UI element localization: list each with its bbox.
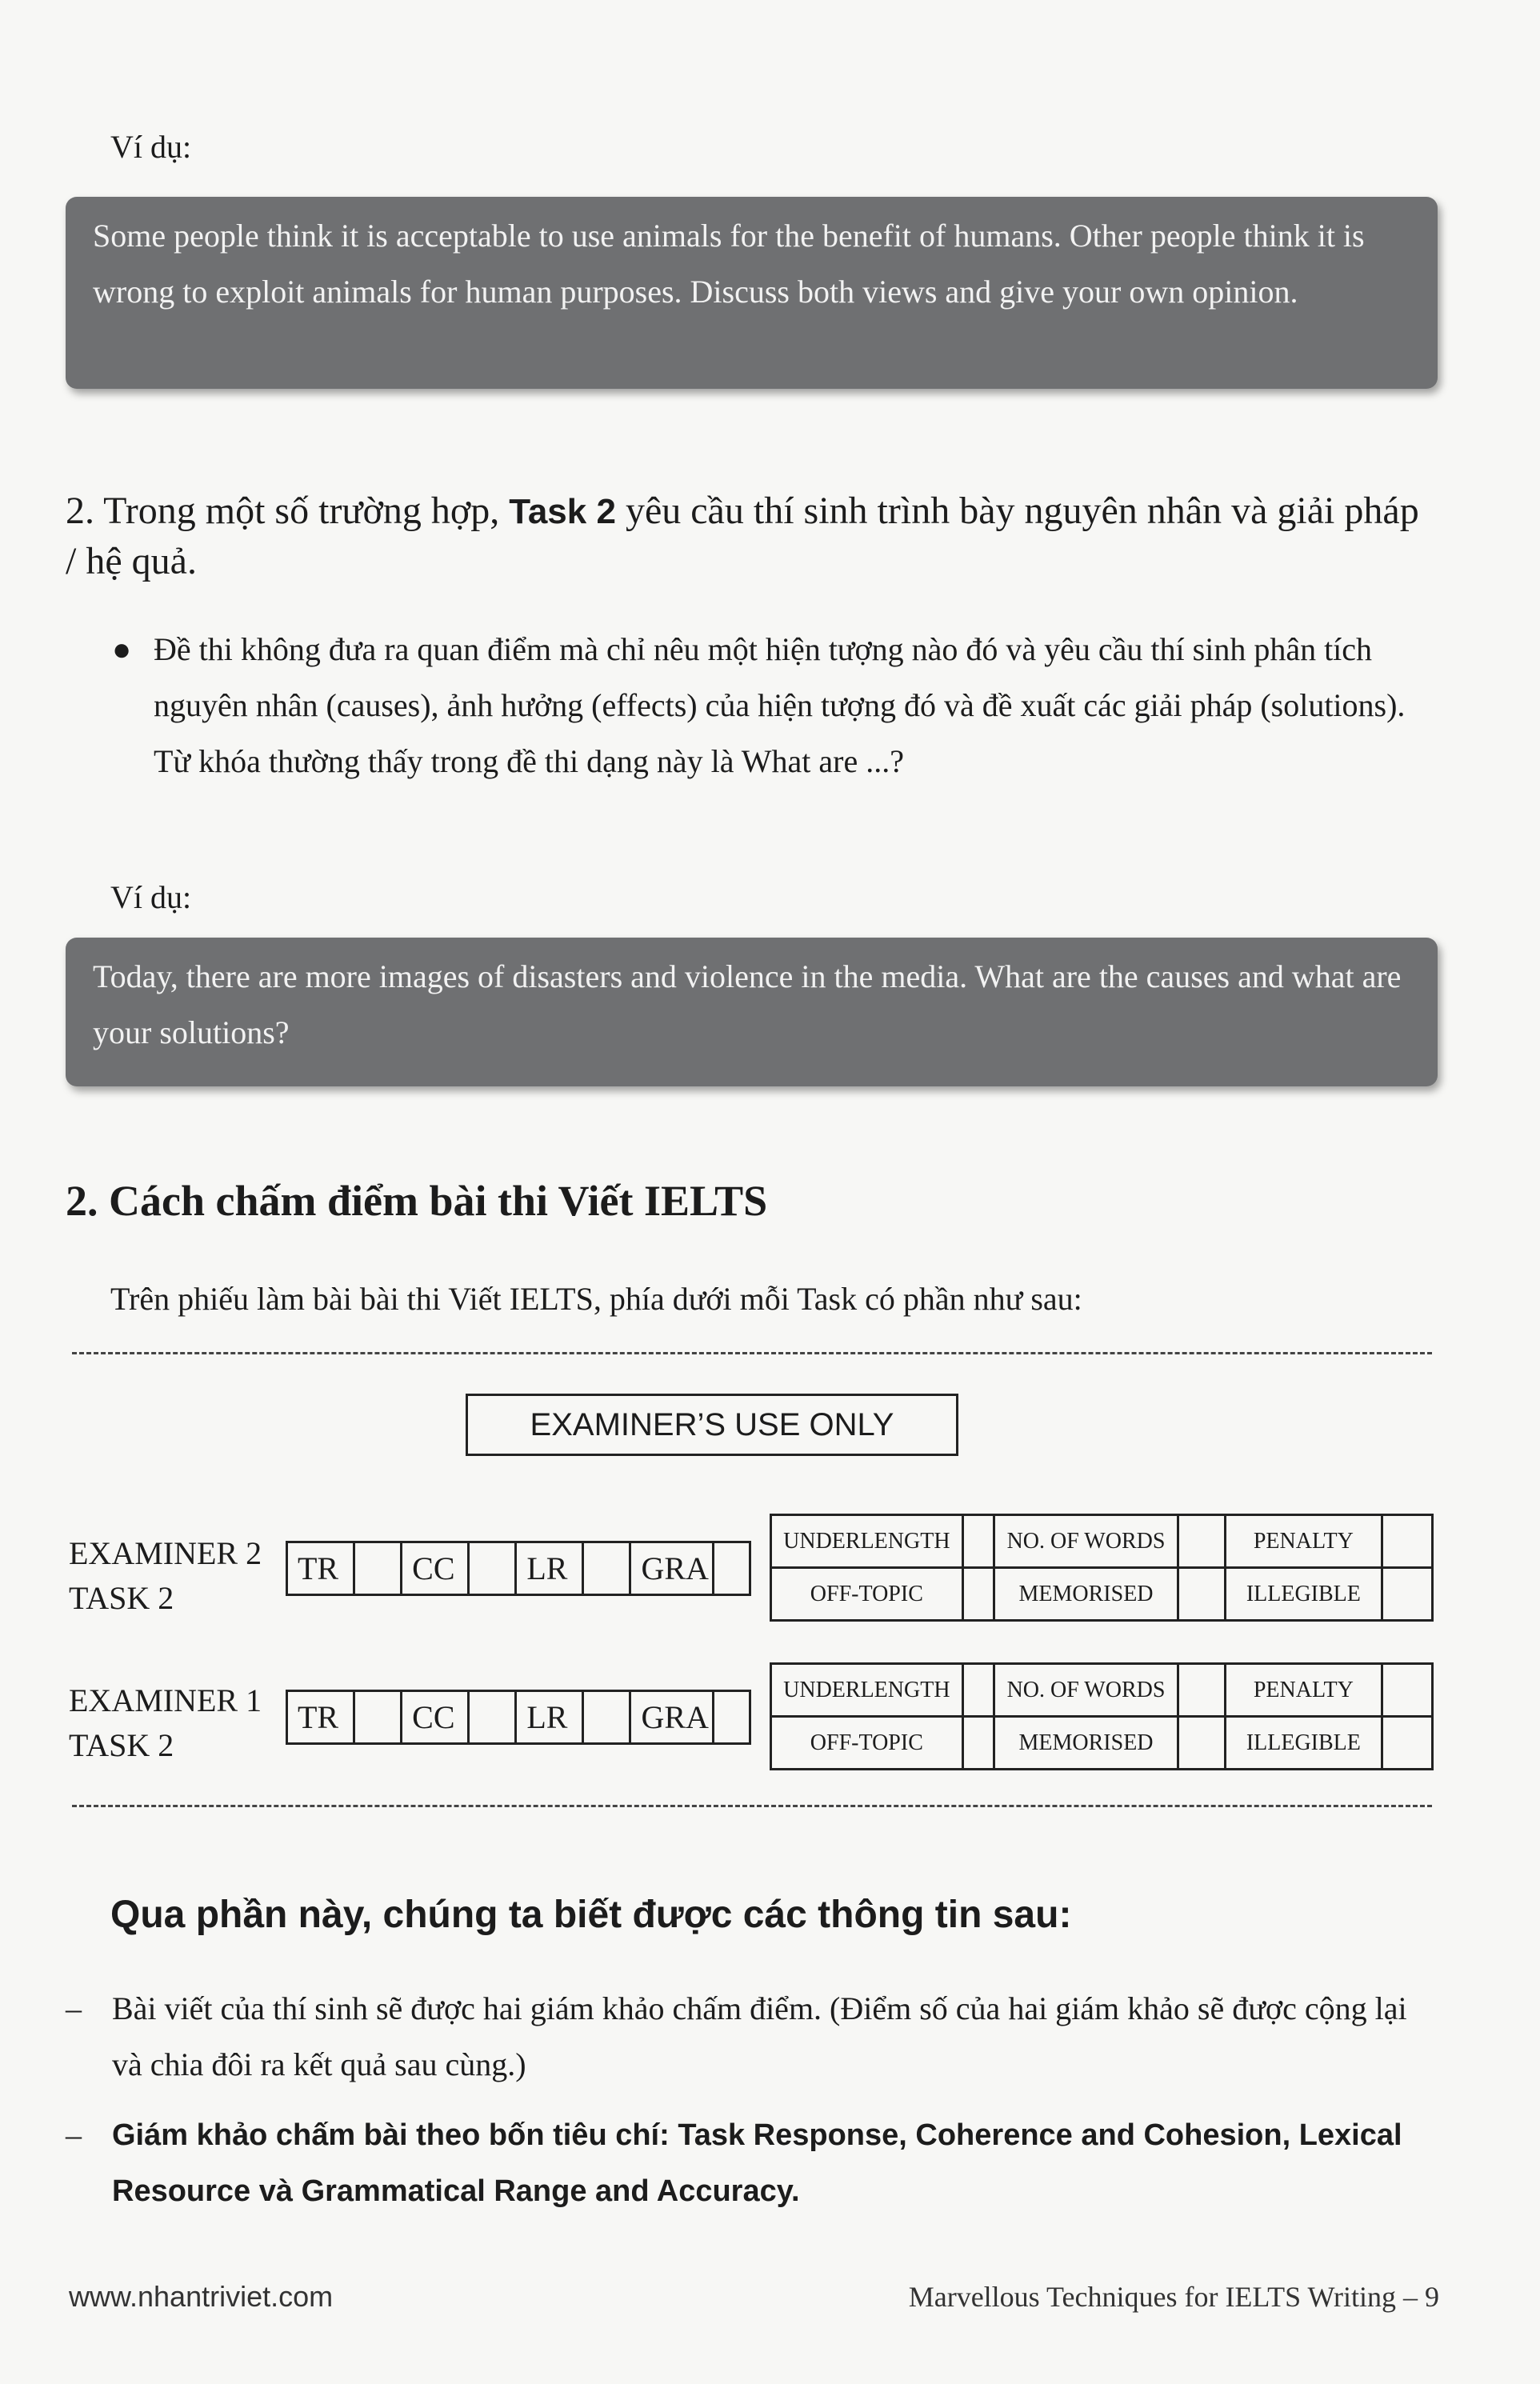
bullet-dot-icon: ● [112,631,132,667]
marks-table [770,1662,1434,1770]
score-box[interactable] [354,1542,401,1595]
marks-table [770,1514,1434,1622]
mark-box[interactable] [962,1568,994,1621]
list-item [66,2107,1438,2219]
mark-label: NO. OF WORDS [994,1515,1178,1568]
score-box[interactable] [354,1691,401,1744]
list-item-text: Giám khảo chấm bài theo bốn tiêu chí: Task Response, Coherence and Cohesion, Lexical Resource và Grammatical Range and Accuracy. [112,2118,1402,2208]
criterion-lr: LR [516,1542,583,1595]
mark-label: OFF-TOPIC [771,1717,963,1770]
dashed-divider [72,1805,1432,1807]
mark-label: UNDERLENGTH [771,1664,963,1717]
score-box[interactable] [583,1691,630,1744]
point-text-rest: yêu cầu thí sinh trình bày nguyên nhân và giải pháp / hệ quả. [66,490,1419,582]
point-2-heading [66,486,1438,586]
score-box[interactable] [714,1691,750,1744]
examiner-label [69,1678,262,1768]
summary-heading: Qua phần này, chúng ta biết được các thông tin sau: [110,1894,1072,1936]
point-text: Trong một số trường hợp, [103,490,500,532]
dash-marker: – [66,2117,82,2153]
criteria-table [286,1541,751,1596]
task-name: TASK 2 [69,1580,174,1616]
dash-marker: – [66,1990,82,2026]
mark-label: PENALTY [1226,1664,1382,1717]
list-item-text: Bài viết của thí sinh sẽ được hai giám khảo chấm điểm. (Điểm số của hai giám khảo sẽ được cộng lại và chia đôi ra kết quả sau cùng.) [112,1990,1407,2082]
examiner-name: EXAMINER 2 [69,1535,262,1571]
criterion-gra: GRA [630,1691,714,1744]
criterion-tr: TR [287,1691,354,1744]
bullet-item [112,622,1440,790]
mark-box[interactable] [1382,1568,1432,1621]
point-task-label: Task 2 [509,492,616,531]
score-box[interactable] [714,1542,750,1595]
essay-prompt-box: Today, there are more images of disasters and violence in the media. What are the causes and what are your solutions? [66,938,1438,1086]
dashed-divider [72,1352,1432,1354]
bullet-text: Đề thi không đưa ra quan điểm mà chỉ nêu một hiện tượng nào đó và yêu cầu thí sinh phân tích nguyên nhân (causes), ảnh hưởng (effects) của hiện tượng đó và đề xuất các giải pháp (solutions). Từ khóa thường thấy trong đề thi dạng này là What are ...? [154,631,1406,779]
criterion-cc: CC [402,1691,469,1744]
mark-box[interactable] [962,1664,994,1717]
mark-label: MEMORISED [994,1568,1178,1621]
mark-box[interactable] [1382,1717,1432,1770]
mark-label: OFF-TOPIC [771,1568,963,1621]
examiner-label [69,1531,262,1621]
task-name: TASK 2 [69,1727,174,1763]
criterion-gra: GRA [630,1542,714,1595]
point-number: 2. [66,490,94,532]
mark-box[interactable] [1178,1664,1225,1717]
mark-label: UNDERLENGTH [771,1515,963,1568]
essay-prompt-box: Some people think it is acceptable to use animals for the benefit of humans. Other people think it is wrong to exploit animals for human purposes. Discuss both views and give your own opinion. [66,197,1438,389]
criteria-table [286,1690,751,1745]
example-label: Ví dụ: [110,879,192,915]
list-item [66,1981,1438,2093]
footer-website: www.nhantriviet.com [69,2280,334,2313]
section-intro: Trên phiếu làm bài bài thi Viết IELTS, phía dưới mỗi Task có phần như sau: [110,1281,1082,1317]
criterion-lr: LR [516,1691,583,1744]
mark-box[interactable] [1382,1664,1432,1717]
criterion-tr: TR [287,1542,354,1595]
mark-box[interactable] [962,1717,994,1770]
footer-book-title: Marvellous Techniques for IELTS Writing – 9 [908,2281,1439,2313]
mark-box[interactable] [1382,1515,1432,1568]
mark-label: NO. OF WORDS [994,1664,1178,1717]
score-box[interactable] [468,1691,515,1744]
mark-label: ILLEGIBLE [1226,1717,1382,1770]
mark-box[interactable] [962,1515,994,1568]
section-heading: 2. Cách chấm điểm bài thi Viết IELTS [66,1177,768,1225]
mark-label: ILLEGIBLE [1226,1568,1382,1621]
example-label: Ví dụ: [110,129,192,165]
mark-box[interactable] [1178,1515,1225,1568]
examiner-name: EXAMINER 1 [69,1682,262,1718]
mark-box[interactable] [1178,1717,1225,1770]
criterion-cc: CC [402,1542,469,1595]
score-box[interactable] [583,1542,630,1595]
mark-box[interactable] [1178,1568,1225,1621]
score-box[interactable] [468,1542,515,1595]
mark-label: PENALTY [1226,1515,1382,1568]
examiner-use-title: EXAMINER’S USE ONLY [466,1394,958,1456]
mark-label: MEMORISED [994,1717,1178,1770]
